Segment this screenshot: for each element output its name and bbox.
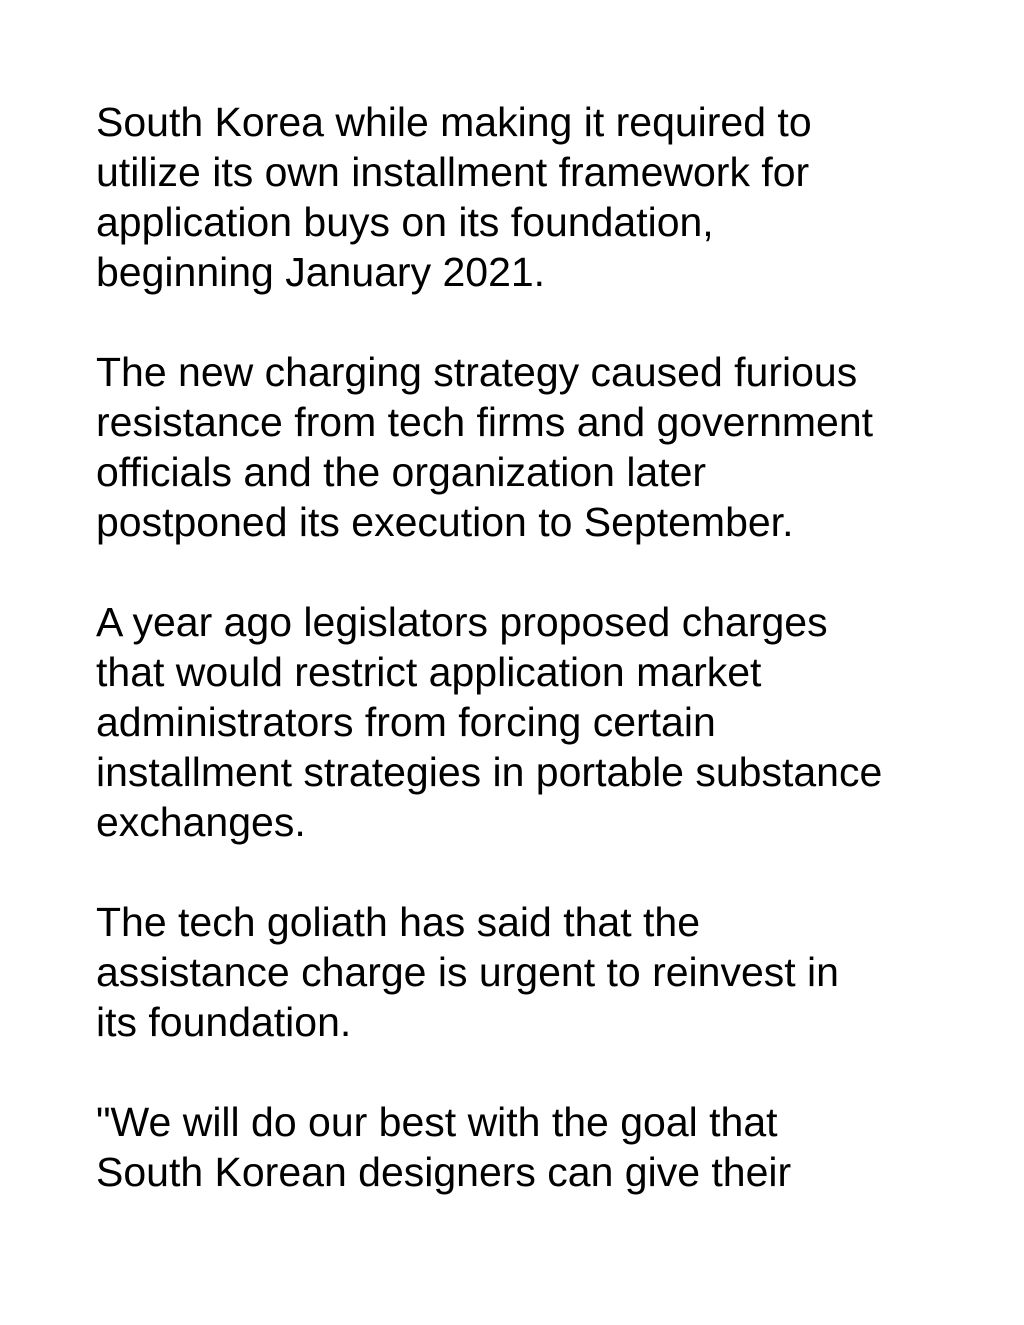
paragraph-3 <box>96 597 956 847</box>
text-line: postponed its execution to September. <box>96 499 794 545</box>
text-line: The new charging strategy caused furious <box>96 349 858 395</box>
text-line: assistance charge is urgent to reinvest in <box>96 949 839 995</box>
paragraph-2 <box>96 347 956 547</box>
text-line: South Korea while making it required to <box>96 99 812 145</box>
paragraph-4 <box>96 897 956 1047</box>
text-line: exchanges. <box>96 799 306 845</box>
paragraph-5 <box>96 1097 956 1197</box>
document-body <box>96 97 956 1247</box>
text-line: its foundation. <box>96 999 352 1045</box>
text-line: utilize its own installment framework for <box>96 149 810 195</box>
text-line: installment strategies in portable substance <box>96 749 883 795</box>
paragraph-1 <box>96 97 956 297</box>
text-line: South Korean designers can give their <box>96 1149 792 1195</box>
text-line: A year ago legislators proposed charges <box>96 599 828 645</box>
text-line: resistance from tech firms and government <box>96 399 874 445</box>
text-line: that would restrict application market <box>96 649 762 695</box>
text-line: The tech goliath has said that the <box>96 899 701 945</box>
text-line: beginning January 2021. <box>96 249 546 295</box>
text-line: "We will do our best with the goal that <box>96 1099 778 1145</box>
text-line: officials and the organization later <box>96 449 707 495</box>
text-line: application buys on its foundation, <box>96 199 714 245</box>
text-line: administrators from forcing certain <box>96 699 716 745</box>
